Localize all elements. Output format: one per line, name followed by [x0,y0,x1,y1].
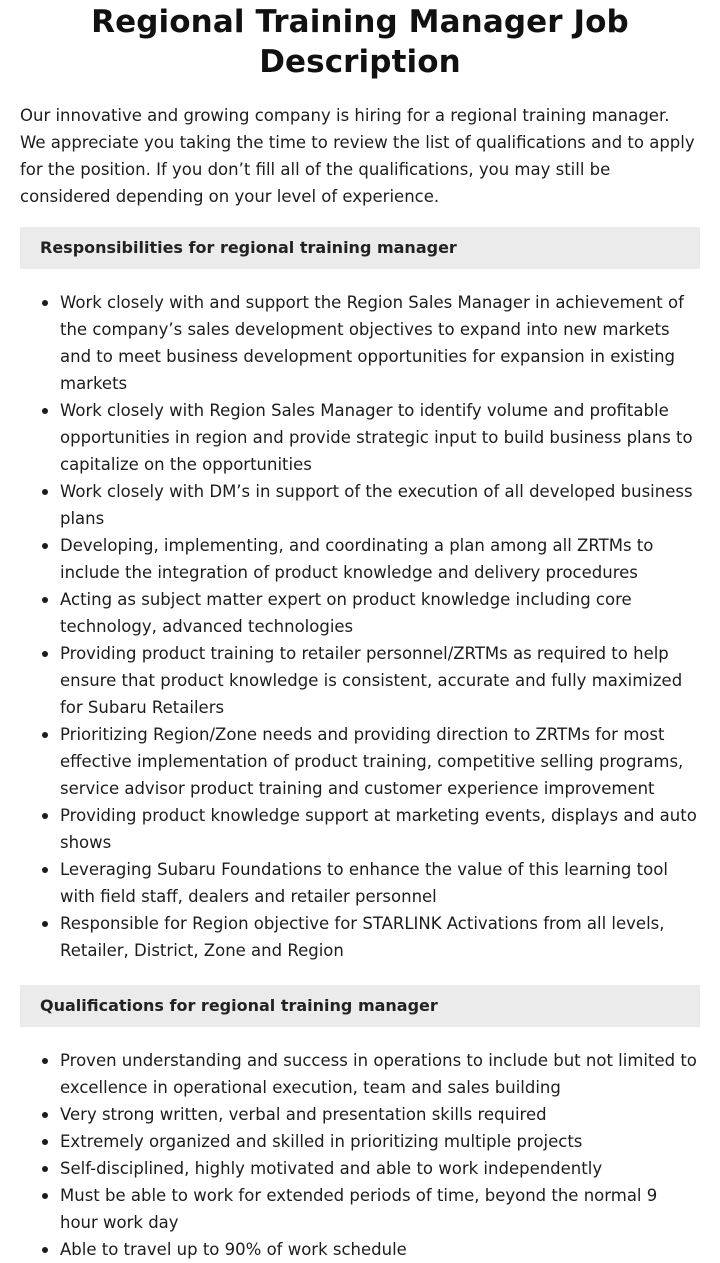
qualifications-list [20,1047,700,1263]
list-item: Able to travel up to 90% of work schedule [60,1236,700,1263]
responsibilities-heading: Responsibilities for regional training manager [20,227,700,269]
list-item: Work closely with and support the Region Sales Manager in achievement of the company’s sales development objectives to expand into new markets and to meet business development opportunities for expansion in existing markets [60,289,700,397]
list-item: Leveraging Subaru Foundations to enhance the value of this learning tool with field staff, dealers and retailer personnel [60,856,700,910]
list-item: Providing product knowledge support at marketing events, displays and auto shows [60,802,700,856]
list-item: Responsible for Region objective for STARLINK Activations from all levels, Retailer, District, Zone and Region [60,910,700,964]
list-item: Extremely organized and skilled in prioritizing multiple projects [60,1128,700,1155]
list-item: Work closely with DM’s in support of the execution of all developed business plans [60,478,700,532]
qualifications-heading: Qualifications for regional training manager [20,985,700,1027]
page-title: Regional Training Manager Job Description [91,4,629,80]
list-item: Providing product training to retailer personnel/ZRTMs as required to help ensure that product knowledge is consistent, accurate and fully maximized for Subaru Retailers [60,640,700,721]
responsibilities-list [20,289,700,964]
list-item: Prioritizing Region/Zone needs and providing direction to ZRTMs for most effective implementation of product training, competitive selling programs, service advisor product training and customer experience improvement [60,721,700,802]
list-item: Acting as subject matter expert on product knowledge including core technology, advanced technologies [60,586,700,640]
list-item: Work closely with Region Sales Manager to identify volume and profitable opportunities in region and provide strategic input to build business plans to capitalize on the opportunities [60,397,700,478]
list-item: Self-disciplined, highly motivated and able to work independently [60,1155,700,1182]
list-item: Developing, implementing, and coordinating a plan among all ZRTMs to include the integration of product knowledge and delivery procedures [60,532,700,586]
list-item: Proven understanding and success in operations to include but not limited to excellence in operational execution, team and sales building [60,1047,700,1101]
intro-paragraph: Our innovative and growing company is hiring for a regional training manager. We appreciate you taking the time to review the list of qualifications and to apply for the position. If you don’t fill all of the qualifications, you may still be considered depending on your level of experience. [20,106,695,206]
list-item: Must be able to work for extended periods of time, beyond the normal 9 hour work day [60,1182,700,1236]
list-item: Very strong written, verbal and presentation skills required [60,1101,700,1128]
